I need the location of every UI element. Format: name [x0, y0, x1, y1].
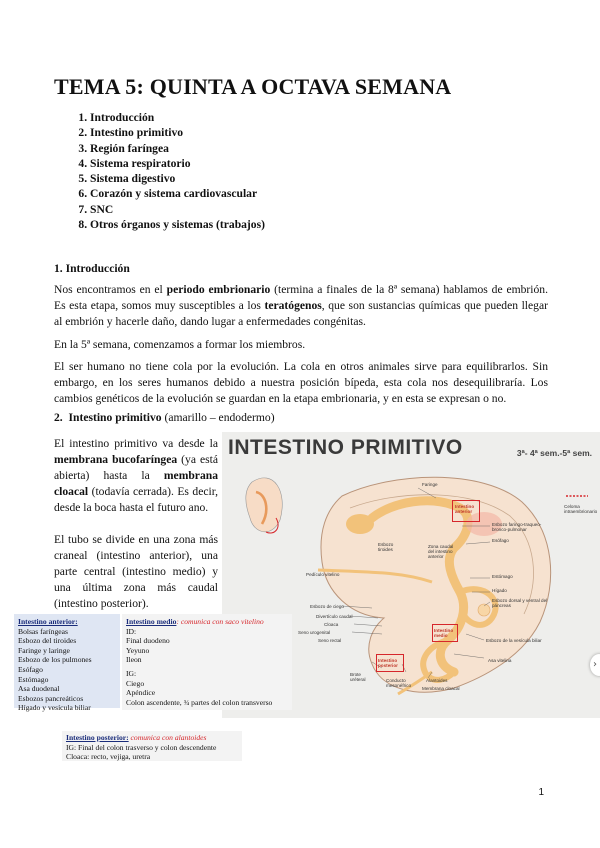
- list-item: Final duodeno: [126, 636, 170, 646]
- label-esbozo-ciego: Esbozo de ciego: [310, 604, 344, 609]
- list-item: Cloaca: recto, vejiga, uretra: [66, 752, 151, 762]
- box-anterior-heading: Intestino anterior:: [18, 617, 78, 626]
- label-faringe: Faringe: [422, 482, 438, 487]
- list-item: IG: Final del colon trasverso y colon descendente: [66, 742, 217, 752]
- next-page-arrow-icon[interactable]: ›: [590, 654, 600, 676]
- label-zona-caudal: Zona caudal del intestino anterior: [428, 544, 454, 559]
- label-seno-uro: Seno urogenital: [298, 630, 331, 635]
- toc-item: 1. Introducción: [90, 110, 265, 125]
- list-item: Asa duodenal: [18, 684, 60, 694]
- list-item: Esbozos pancreáticos: [18, 693, 84, 703]
- section-heading-intestino: 2. Intestino primitivo (amarillo – endodermo): [54, 411, 275, 424]
- embryo-outline: [321, 477, 551, 692]
- intro-paragraph-2: En la 5ª semana, comenzamos a formar los miembros.: [54, 338, 306, 351]
- table-of-contents: [70, 110, 265, 232]
- figure-weeks: 3ª- 4ª sem.-5ª sem.: [516, 448, 592, 458]
- toc-item: 7. SNC: [90, 202, 265, 217]
- label-asa-vitelina: Asa vitelina: [488, 658, 512, 663]
- label-esbozo-faringe: Esbozo faringo-traqueo-bronco-pulmonar: [492, 522, 542, 532]
- label-cloaca: Cloaca: [324, 622, 339, 627]
- list-item: Ciego: [126, 678, 145, 688]
- box-posterior-heading-line: Intestino posterior: comunica con alantoides: [66, 733, 207, 742]
- list-item: Colon ascendente, ¾ partes del colon transverso: [126, 697, 273, 707]
- box-medio-heading-line: Intestino medio: comunica con saco vitelino: [126, 617, 264, 626]
- label-brote: Brote uréteral: [350, 672, 366, 682]
- label-celoma: Celoma intraembrionario: [564, 504, 598, 514]
- label-int-anterior: Intestino anterior: [455, 504, 475, 514]
- box-intestino-anterior: [14, 614, 120, 713]
- label-higado: Hígado: [492, 588, 507, 593]
- label-esofago: Esófago: [492, 538, 509, 543]
- label-diverticulo: Divertículo caudal: [316, 614, 353, 619]
- intro-paragraph-3: El ser humano no tiene cola por la evolución. La cola en otros animales sirve para equilibrarlos. Sin embargo, en los seres humanos debido a nuestra posición bípeda, esta cola nos desequilibraría. Los cambios genéticos de la evolución se guardan en la etapa embrionaria, y en esta se expresan o no.: [54, 360, 548, 405]
- list-item: Esófago: [18, 664, 43, 674]
- list-item: Bolsas faríngeas: [18, 626, 68, 636]
- list-item: Faringe y laringe: [18, 645, 70, 655]
- toc-item: 6. Corazón y sistema cardiovascular: [90, 186, 265, 201]
- list-item: Ileon: [126, 655, 142, 665]
- label-seno-rectal: Seno rectal: [318, 638, 342, 643]
- list-item: Apéndice: [126, 688, 156, 698]
- label-alantoides: Alantoides: [426, 678, 448, 683]
- ig-label: IG:: [126, 668, 137, 678]
- intestino-paragraph-1: El intestino primitivo va desde la membrana bucofaríngea (ya está abierta) hasta la membrana cloacal (todavía cerrada). Es decir, desde la boca hasta el futuro ano.: [54, 437, 218, 514]
- label-int-medio: Intestino medio: [434, 628, 454, 638]
- intestino-paragraph-2: El tubo se divide en una zona más craneal (intestino anterior), una parte central (intestino medio) y una última zona más caudal (intestino posterior).: [54, 533, 218, 610]
- label-esbozo-dorsal: Esbozo dorsal y ventral del páncreas: [492, 598, 548, 608]
- list-item: Hígado y vesícula biliar: [18, 703, 91, 713]
- toc-item: 5. Sistema digestivo: [90, 171, 265, 186]
- toc-item: 8. Otros órganos y sistemas (trabajos): [90, 217, 265, 232]
- label-esbozo-vesicula: Esbozo de la vesícula biliar: [486, 638, 542, 643]
- intro-paragraph-1: Nos encontramos en el periodo embrionario (termina a finales de la 8ª semana) hablamos de embrión. Es esta etapa, somos muy susceptibles a los teratógenos, que son sustancias químicas que pueden llegar al embrión y hacerle daño, dando lugar a enfermedades congénitas.: [54, 283, 548, 328]
- id-label: ID:: [126, 626, 137, 636]
- box-intestino-medio: [122, 614, 292, 710]
- label-pediculo: Pedículo vitelino: [306, 572, 340, 577]
- section-heading-introduccion: 1. Introducción: [54, 262, 130, 275]
- list-item: Estómago: [18, 674, 49, 684]
- label-conducto: Conducto mesonéfrico: [386, 678, 412, 688]
- toc-item: 4. Sistema respiratorio: [90, 156, 265, 171]
- page-title: TEMA 5: QUINTA A OCTAVA SEMANA: [54, 74, 452, 99]
- label-esbozo-tiroides: Esbozo tiroides: [378, 542, 394, 552]
- page-number: 1: [538, 787, 544, 798]
- figure-title: INTESTINO PRIMITIVO: [228, 436, 463, 459]
- list-item: Esbozo del tiroides: [18, 636, 77, 646]
- list-item: Yeyuno: [126, 645, 150, 655]
- label-int-posterior: Intestino posterior: [378, 658, 398, 668]
- label-estomago: Estómago: [492, 574, 513, 579]
- toc-item: 3. Región faríngea: [90, 141, 265, 156]
- label-membrana-cloacal: Membrana cloacal: [422, 686, 460, 691]
- small-embryo-sketch: [246, 478, 283, 533]
- box-intestino-posterior: [62, 731, 242, 761]
- toc-item: 2. Intestino primitivo: [90, 125, 265, 140]
- list-item: Esbozo de los pulmones: [18, 655, 92, 665]
